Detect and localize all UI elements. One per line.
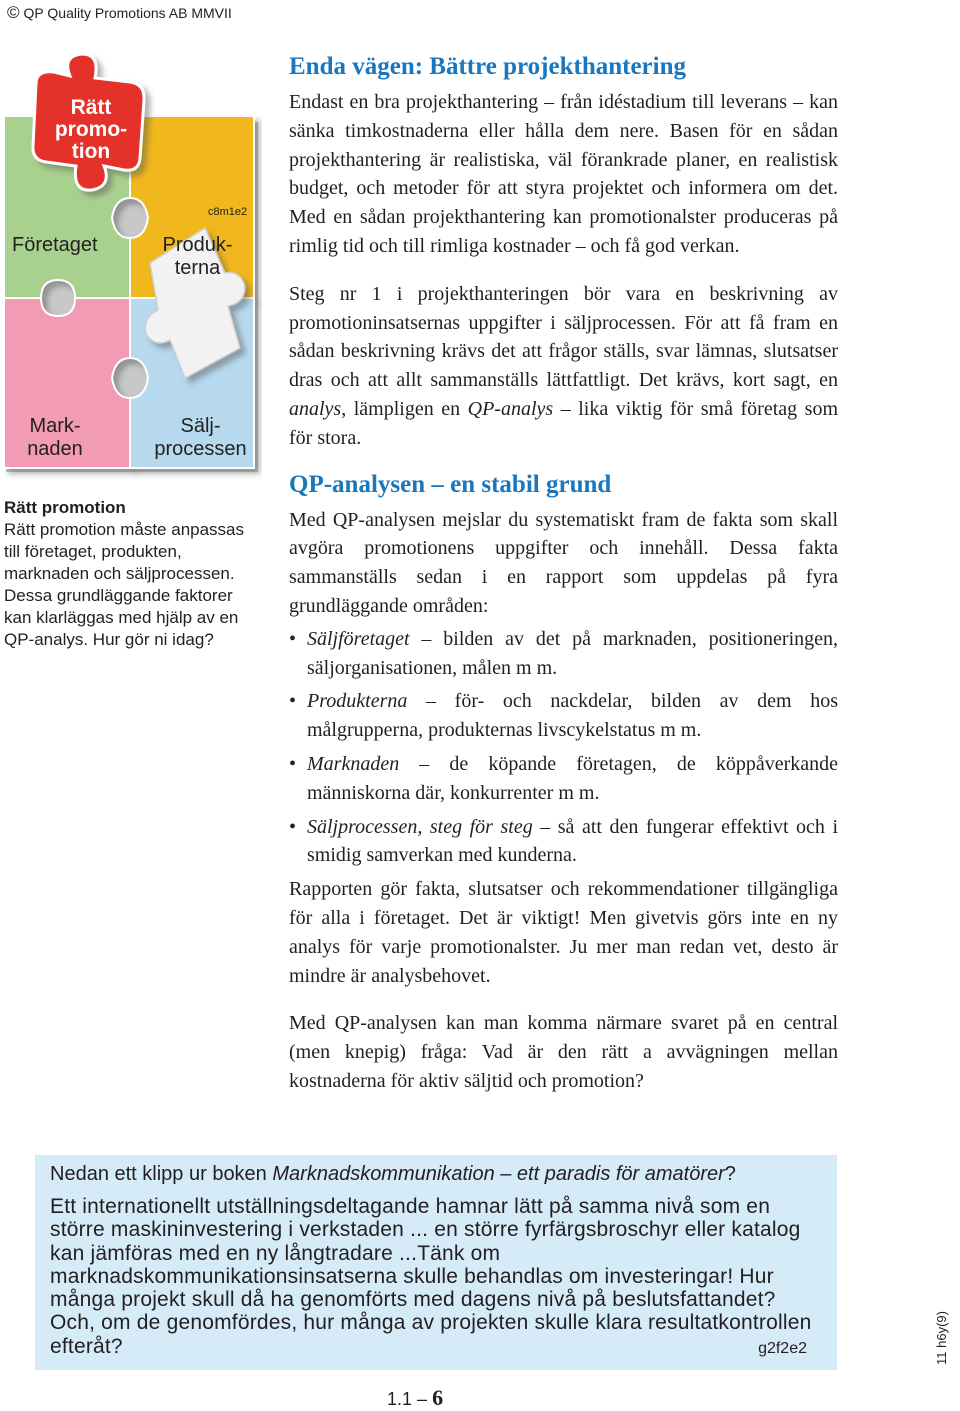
excerpt-intro-a: Nedan ett klipp ur boken [50,1163,273,1185]
label-products-l2: terna [174,257,221,279]
figure-code: c8m1e2 [208,206,248,218]
para2-emph-qp-analys: QP-analys [467,397,554,420]
label-company: Företaget [12,234,98,256]
copyright-symbol: © [7,3,20,22]
para2-part-a: Steg nr 1 i projekthanteringen bör vara en beskrivning av promotioninsatsernas uppgifter i säljprocessen. För att få fram en sådan beskrivning krävs det att frågor ställs, svar lämnas, slutsatser dras och att allt sammanställs lättfattligt. Det krävs, kort sagt, en [289,282,838,392]
label-sales-l1: Sälj- [180,415,221,437]
list-item-text: – bilden av det på marknaden, positioneringen, säljorganisationen, målen m m. [307,627,838,679]
list-item-term: Marknaden [307,752,400,775]
excerpt-intro [50,1162,736,1186]
excerpt-book-title: Marknadskommunikation – ett paradis för amatörer [272,1163,725,1185]
label-market [20,415,90,461]
heading-project-management: Enda vägen: Bättre projekthantering [289,53,686,80]
figure-caption [4,497,266,651]
list-item-text: – så att den fungerar effektivt och i smidig samverkan med kunderna. [307,815,839,867]
caption-text: Rätt promotion måste anpassas till företaget, produkten, marknaden och säljprocessen. Dessa grundläggande faktorer kan klarläggas med hjälp av en QP-analys. Hur gör ni idag? [4,520,245,649]
list-item: • Marknaden – de köpande företagen, de köppåverkande människorna där, konkurrenter m m. [289,752,838,804]
label-market-l1: Mark- [29,415,81,437]
para2-part-c: – lika viktig för små företag som för stora. [289,397,838,449]
excerpt-code: g2f2e2 [758,1340,807,1357]
paragraph-report: Rapporten gör fakta, slutsatser och rekommendationer tillgängliga för alla i företaget. Det är viktigt! Men givetvis görs inte en ny analys för varje promotionalster. Ju mer man redan vet, desto är mindre är analysbehovet. [289,878,838,987]
puzzle-figure [0,48,262,488]
promotion-badge-label [40,97,142,163]
para2-part-b: , lämpligen en [341,397,468,420]
label-products [160,234,235,280]
list-item-term: Säljföretaget [307,627,410,650]
main-column [289,52,838,1096]
analysis-areas-list [289,625,838,870]
copyright-line [7,3,232,23]
para2-emph-analys: analys [289,397,342,420]
badge-line-3: tion [71,140,111,163]
list-item: • Säljprocessen, steg för steg – så att den fungerar effektivt och i smidig samverkan med kunderna. [289,815,839,867]
page-prefix: 1.1 – [387,1389,428,1409]
book-excerpt-box [35,1155,837,1370]
label-sales-l2: processen [154,438,247,460]
caption-title: Rätt promotion [4,498,126,517]
paragraph-step-one [289,280,838,453]
heading-qp-analysis: QP-analysen – en stabil grund [289,470,612,498]
list-item: • Säljföretaget – bilden av det på marknaden, positioneringen, säljorganisationen, målen m m. [289,627,838,679]
page-number-value: 6 [432,1385,444,1410]
label-market-l2: naden [27,438,83,460]
copyright-text: QP Quality Promotions AB MMVII [23,5,232,21]
list-item: • Produkterna – för- och nackdelar, bilden av dem hos målgrupperna, produkternas livscykelstatus m m. [289,690,838,742]
label-sales [148,415,253,461]
paragraph-conclusion: Med QP-analysen kan man komma närmare svaret på en central (men knepig) fråga: Vad är den rätt a avvägningen mellan kostnaderna för aktiv säljtid och promotion? [289,1012,838,1092]
badge-line-2: promo- [54,118,128,141]
page-number [387,1385,443,1411]
badge-line-1: Rätt [70,96,112,119]
side-code: 11 h6y(9) [934,1311,949,1365]
list-item-text: – för- och nackdelar, bilden av dem hos målgrupperna, produkternas livscykelstatus m m. [307,690,838,742]
label-products-l1: Produk- [162,234,233,256]
list-item-term: Säljprocessen, steg för steg [307,815,533,838]
excerpt-body: Ett internationellt utställningsdeltagande hamnar lätt på samma nivå som en större maskininvestering i verkstaden ... en större fyrfärgsbroschyr eller katalog kan jämföras med en ny långtradare ...Tänk om marknadskommunikationsinsatserna skulle behandlas om investeringar! Hur många projekt skull då ha genomförts med dagens nivå på beslutsfattandet? Och, om de genomfördes, hur många av projekten skulle klara resultatkontrollen efteråt? [50,1195,812,1358]
excerpt-intro-b: ? [724,1163,736,1185]
paragraph-qp-analysis: Med QP-analysen mejslar du systematiskt fram de fakta som skall avgöra promotionens uppgifter och innehåll. Dessa fakta sammanställs sedan i en rapport som uppdelas på fyra grundläggande områden: [289,508,838,617]
list-item-text: – de köpande företagen, de köppåverkande människorna där, konkurrenter m m. [307,752,838,804]
list-item-term: Produkterna [307,690,408,713]
paragraph-project-management: Endast en bra projekthantering – från idéstadium till leverans – kan sänka timkostnaderna eller hålla dem nere. Basen för en sådan projekthantering är realistiska, väl förankrade planer, en realistisk budget, och metoder för att styra projektet och informera om det. Med en sådan projekthantering kan promotionalster produceras på rimlig tid och till rimliga kostnader – och få god verkan. [289,91,838,257]
